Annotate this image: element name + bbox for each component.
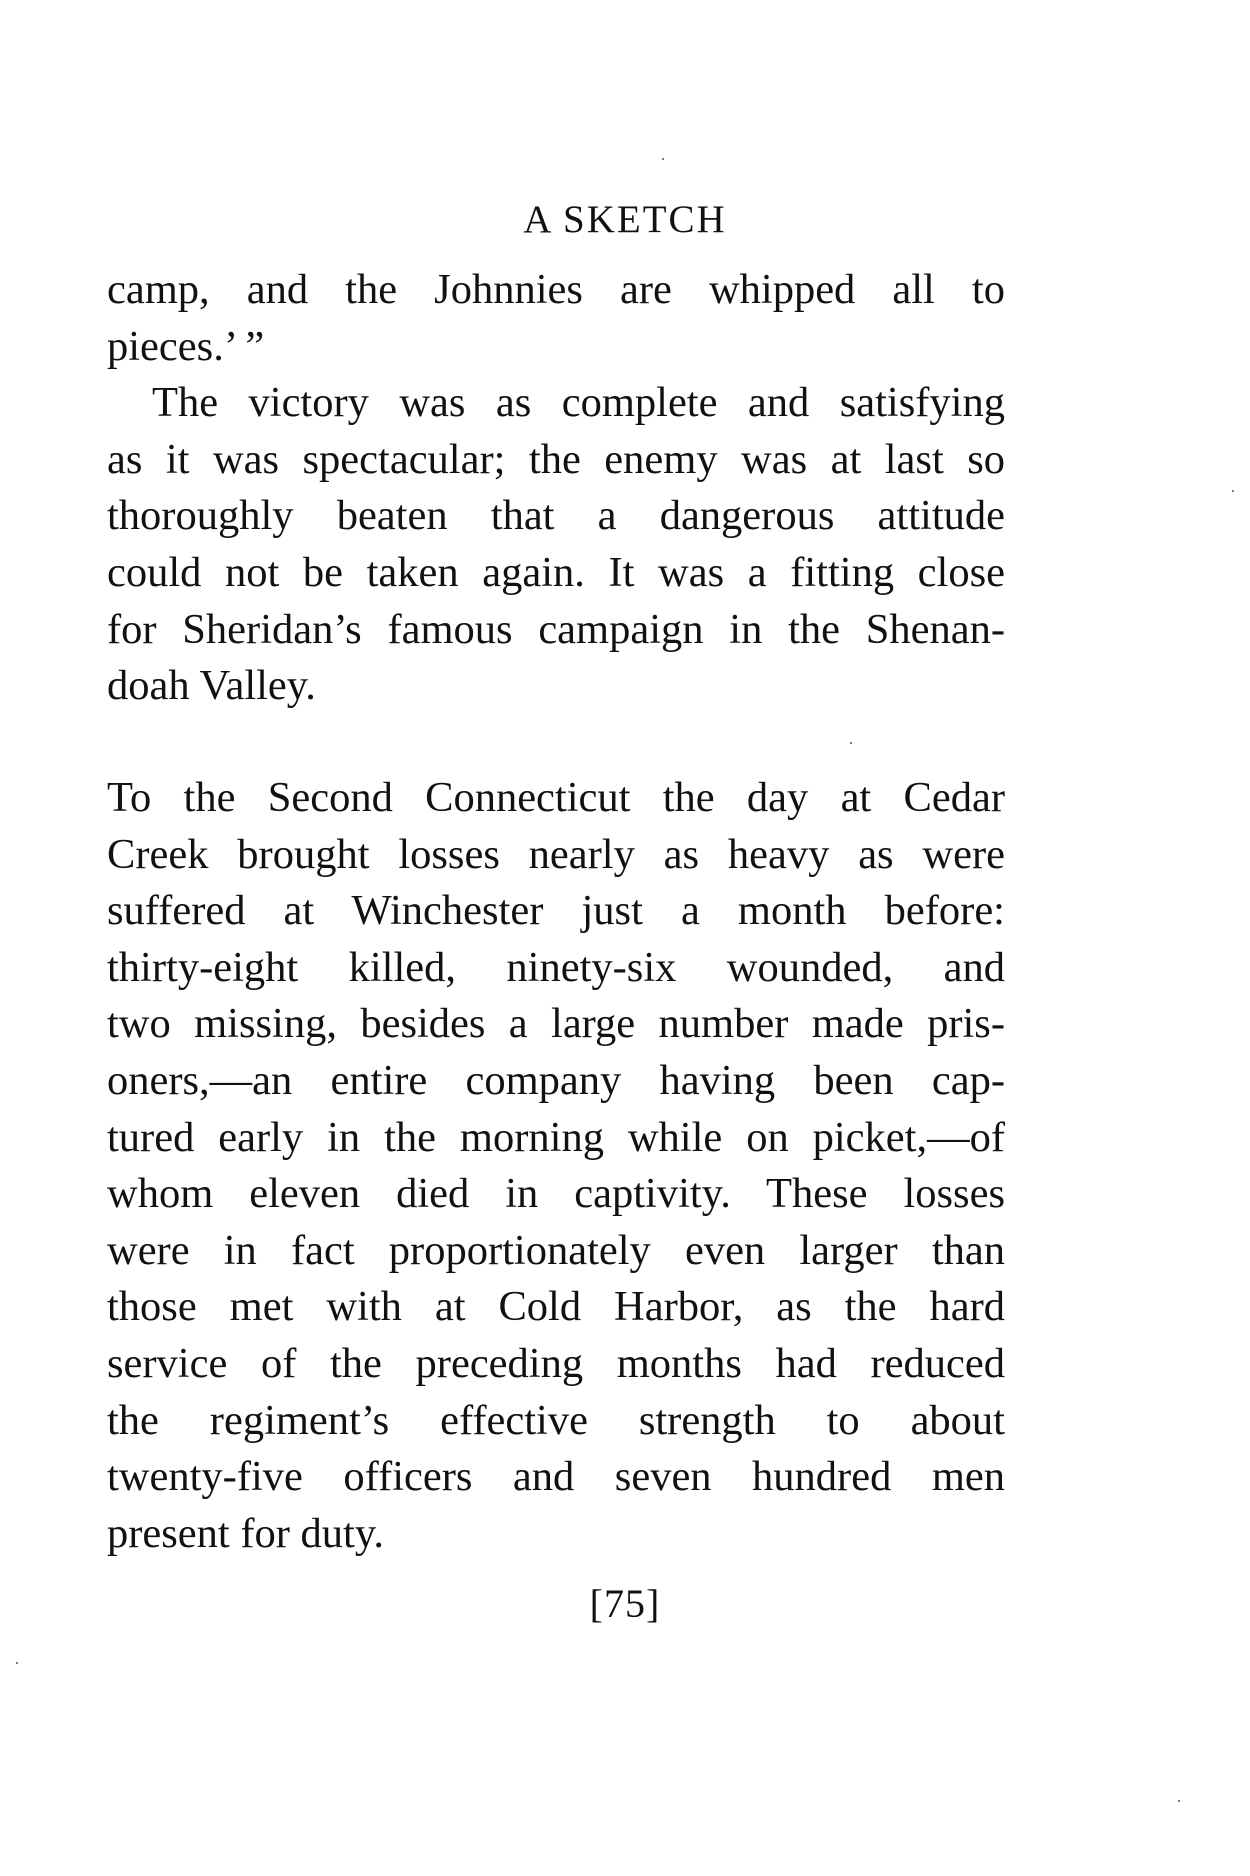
text-line: oners,—an entire company having been cap- [107,1056,1005,1104]
text-line: twenty-five officers and seven hundred men [107,1453,1005,1501]
text-line: those met with at Cold Harbor, as the hard [107,1283,1005,1331]
text-line: as it was spectacular; the enemy was at last so [107,435,1005,483]
paper-speck [1232,490,1234,492]
paper-speck [16,1662,18,1664]
paper-speck [850,742,852,744]
text-line: The victory was as complete and satisfying [152,379,1005,427]
text-line: doah Valley. [107,662,316,710]
text-line: two missing, besides a large number made pris- [107,1000,1005,1048]
paragraph-closing-quote [107,262,1005,375]
paragraph-victory [107,375,1005,715]
text-line: service of the preceding months had reduced [107,1339,1005,1387]
text-line: for Sheridan’s famous campaign in the Shenan- [107,605,1005,653]
text-line: suffered at Winchester just a month before: [107,887,1005,935]
text-line: could not be taken again. It was a fitting close [107,548,1005,596]
paper-speck [662,158,664,160]
text-line: the regiment’s effective strength to about [107,1396,1005,1444]
text-line: Creek brought losses nearly as heavy as were [107,830,1005,878]
text-block-upper [107,262,1005,715]
text-line: present for duty. [107,1509,384,1557]
text-line: whom eleven died in captivity. These losses [107,1170,1005,1218]
paragraph-losses [107,770,1005,1562]
paper-speck [1178,1800,1180,1802]
running-header: A SKETCH [523,198,727,241]
text-block-lower [107,770,1005,1562]
text-line: To the Second Connecticut the day at Cedar [107,774,1005,821]
page-number: [75] [589,1581,661,1626]
text-line: thoroughly beaten that a dangerous attitude [107,492,1005,540]
text-line: thirty-eight killed, ninety-six wounded, and [107,943,1005,991]
text-line: pieces.’ ” [107,322,265,370]
text-line: tured early in the morning while on picket,—of [107,1113,1005,1161]
text-line: camp, and the Johnnies are whipped all to [107,266,1005,313]
text-line: were in fact proportionately even larger than [107,1226,1005,1274]
